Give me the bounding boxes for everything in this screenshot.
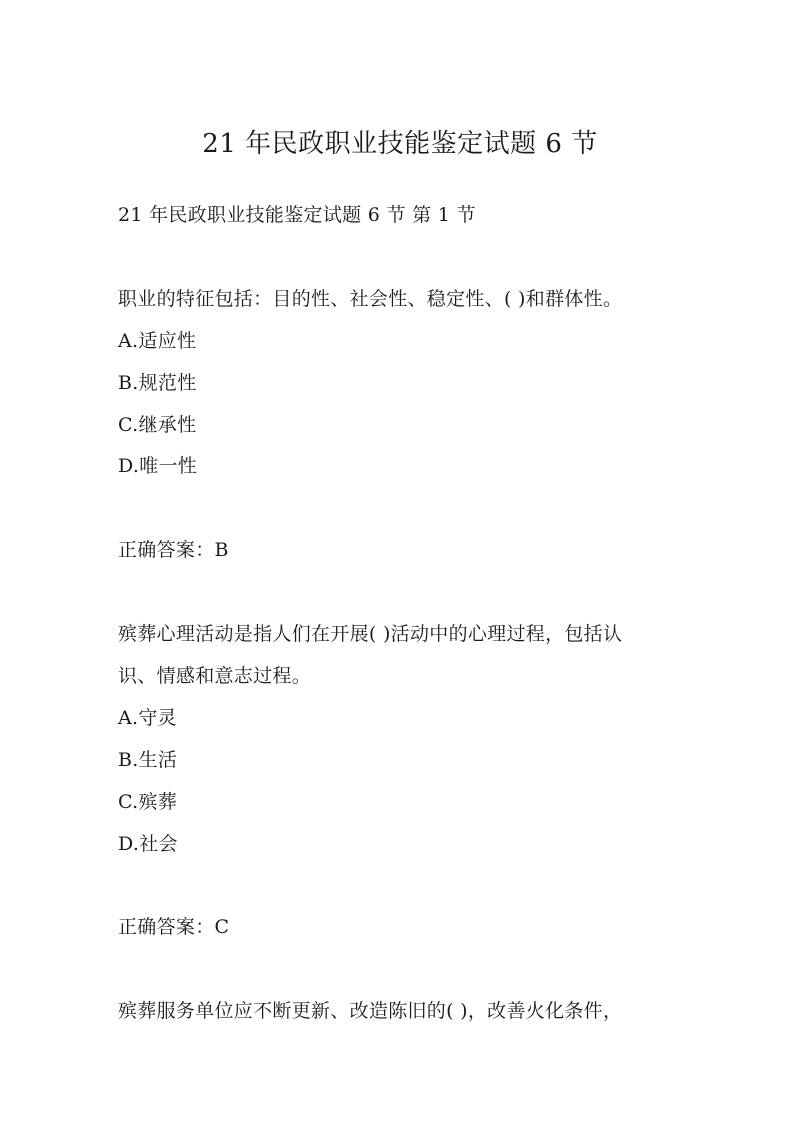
question-2-option-d: D.社会 — [118, 833, 178, 855]
document-subtitle: 21 年民政职业技能鉴定试题 6 节 第 1 节 — [118, 204, 476, 226]
question-1-option-d: D.唯一性 — [118, 455, 198, 477]
question-1-option-c: C.继承性 — [118, 414, 197, 436]
question-2-option-b: B.生活 — [118, 749, 178, 771]
question-2-stem-line-1: 殡葬心理活动是指人们在开展( )活动中的心理过程，包括认 — [118, 623, 623, 645]
question-2-option-c: C.殡葬 — [118, 791, 178, 813]
question-2-answer: 正确答案：C — [118, 916, 230, 938]
question-1-option-b: B.规范性 — [118, 372, 197, 394]
question-1-stem: 职业的特征包括：目的性、社会性、稳定性、( )和群体性。 — [118, 288, 623, 310]
question-1-option-a: A.适应性 — [118, 330, 197, 352]
question-3-stem: 殡葬服务单位应不断更新、改造陈旧的( )，改善火化条件， — [118, 1000, 623, 1022]
question-2-option-a: A.守灵 — [118, 707, 177, 729]
question-2-stem-line-2: 识、情感和意志过程。 — [118, 665, 312, 687]
document-title: 21 年民政职业技能鉴定试题 6 节 — [202, 129, 598, 159]
question-1-answer: 正确答案：B — [118, 539, 229, 561]
